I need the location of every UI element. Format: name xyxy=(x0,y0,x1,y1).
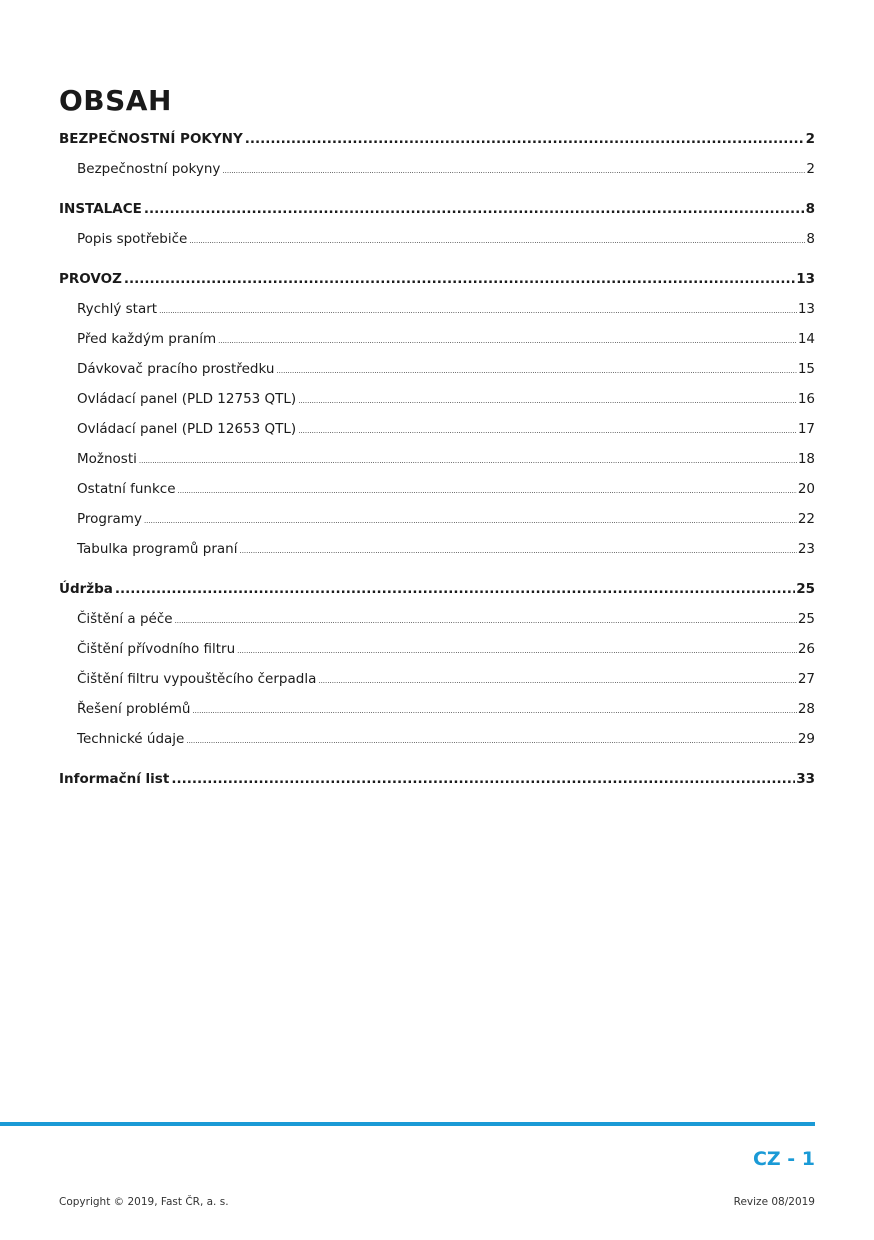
revision-text: Revize 08/2019 xyxy=(733,1196,815,1208)
toc-page-number: 2 xyxy=(805,131,815,147)
toc-item[interactable] xyxy=(59,481,815,507)
toc-leader xyxy=(239,547,796,555)
toc-section[interactable] xyxy=(59,201,815,227)
toc-label: Řešení problémů xyxy=(77,701,191,717)
toc-leader xyxy=(318,677,796,685)
toc-label: Rychlý start xyxy=(77,301,158,317)
toc-label: Ovládací panel (PLD 12753 QTL) xyxy=(77,391,297,407)
toc-item[interactable] xyxy=(59,671,815,697)
toc-page-number: 18 xyxy=(797,451,815,467)
toc-label: Čištění a péče xyxy=(77,611,173,627)
toc-label: Programy xyxy=(77,511,142,527)
toc-item[interactable] xyxy=(59,421,815,447)
toc-page-number: 25 xyxy=(797,611,815,627)
toc-page-number: 2 xyxy=(806,161,815,177)
toc-page-number: 25 xyxy=(796,581,815,597)
toc-leader xyxy=(276,367,796,375)
toc-leader xyxy=(298,397,797,405)
footer-divider xyxy=(0,1122,815,1126)
toc-page-number: 26 xyxy=(797,641,815,657)
toc-leader xyxy=(144,517,797,525)
toc-leader xyxy=(222,167,805,175)
toc-label: Ovládací panel (PLD 12653 QTL) xyxy=(77,421,297,437)
toc-leader xyxy=(159,307,797,315)
toc-leader xyxy=(186,737,796,745)
page-number-mark: CZ - 1 xyxy=(752,1148,815,1170)
toc-item[interactable] xyxy=(59,161,815,187)
copyright-text: Copyright © 2019, Fast ČR, a. s. xyxy=(59,1196,229,1208)
toc-page-number: 16 xyxy=(797,391,815,407)
toc-leader xyxy=(144,201,805,217)
toc-item[interactable] xyxy=(59,541,815,567)
toc-label: Bezpečnostní pokyny xyxy=(77,161,221,177)
toc-item[interactable] xyxy=(59,361,815,387)
toc-page-number: 28 xyxy=(797,701,815,717)
toc-leader xyxy=(189,237,805,245)
toc-label: Čištění přívodního filtru xyxy=(77,641,236,657)
toc-section[interactable] xyxy=(59,271,815,297)
toc-leader xyxy=(245,131,805,147)
toc-item[interactable] xyxy=(59,301,815,327)
toc-leader xyxy=(124,271,795,287)
toc-leader xyxy=(178,487,797,495)
page-title: OBSAH xyxy=(59,84,172,117)
toc-item[interactable] xyxy=(59,451,815,477)
toc-label: PROVOZ xyxy=(59,271,122,287)
toc-leader xyxy=(171,771,795,787)
toc-page-number: 33 xyxy=(796,771,815,787)
toc-item[interactable] xyxy=(59,641,815,667)
toc-leader xyxy=(139,457,797,465)
toc-label: Čištění filtru vypouštěcího čerpadla xyxy=(77,671,317,687)
toc-page-number: 8 xyxy=(805,201,815,217)
toc-label: BEZPEČNOSTNÍ POKYNY xyxy=(59,131,243,147)
toc-page-number: 17 xyxy=(797,421,815,437)
toc-page-number: 27 xyxy=(797,671,815,687)
toc-item[interactable] xyxy=(59,731,815,757)
toc-leader xyxy=(192,707,796,715)
toc-leader xyxy=(115,581,795,597)
toc-page-number: 23 xyxy=(797,541,815,557)
toc-page-number: 13 xyxy=(796,271,815,287)
toc-label: Možnosti xyxy=(77,451,137,467)
toc-item[interactable] xyxy=(59,391,815,417)
toc-item[interactable] xyxy=(59,511,815,537)
toc-leader xyxy=(298,427,797,435)
toc-page-number: 13 xyxy=(797,301,815,317)
toc-label: Před každým praním xyxy=(77,331,217,347)
toc-page-number: 22 xyxy=(797,511,815,527)
toc-label: Dávkovač pracího prostředku xyxy=(77,361,275,377)
toc-label: Popis spotřebiče xyxy=(77,231,188,247)
toc-page-number: 29 xyxy=(797,731,815,747)
toc-section[interactable] xyxy=(59,131,815,157)
toc-label: INSTALACE xyxy=(59,201,142,217)
toc-section[interactable] xyxy=(59,771,815,797)
toc-leader xyxy=(218,337,797,345)
toc-item[interactable] xyxy=(59,331,815,357)
toc-item[interactable] xyxy=(59,701,815,727)
toc-page-number: 15 xyxy=(797,361,815,377)
toc-page-number: 8 xyxy=(806,231,815,247)
toc-label: Ostatní funkce xyxy=(77,481,176,497)
toc-leader xyxy=(237,647,797,655)
toc-leader xyxy=(175,617,797,625)
toc-label: Informační list xyxy=(59,771,170,787)
toc-label: Tabulka programů praní xyxy=(77,541,238,557)
toc-item[interactable] xyxy=(59,231,815,257)
toc-page-number: 14 xyxy=(797,331,815,347)
toc-label: Údržba xyxy=(59,581,113,597)
toc-label: Technické údaje xyxy=(77,731,185,747)
toc-page-number: 20 xyxy=(797,481,815,497)
toc-section[interactable] xyxy=(59,581,815,607)
toc-item[interactable] xyxy=(59,611,815,637)
